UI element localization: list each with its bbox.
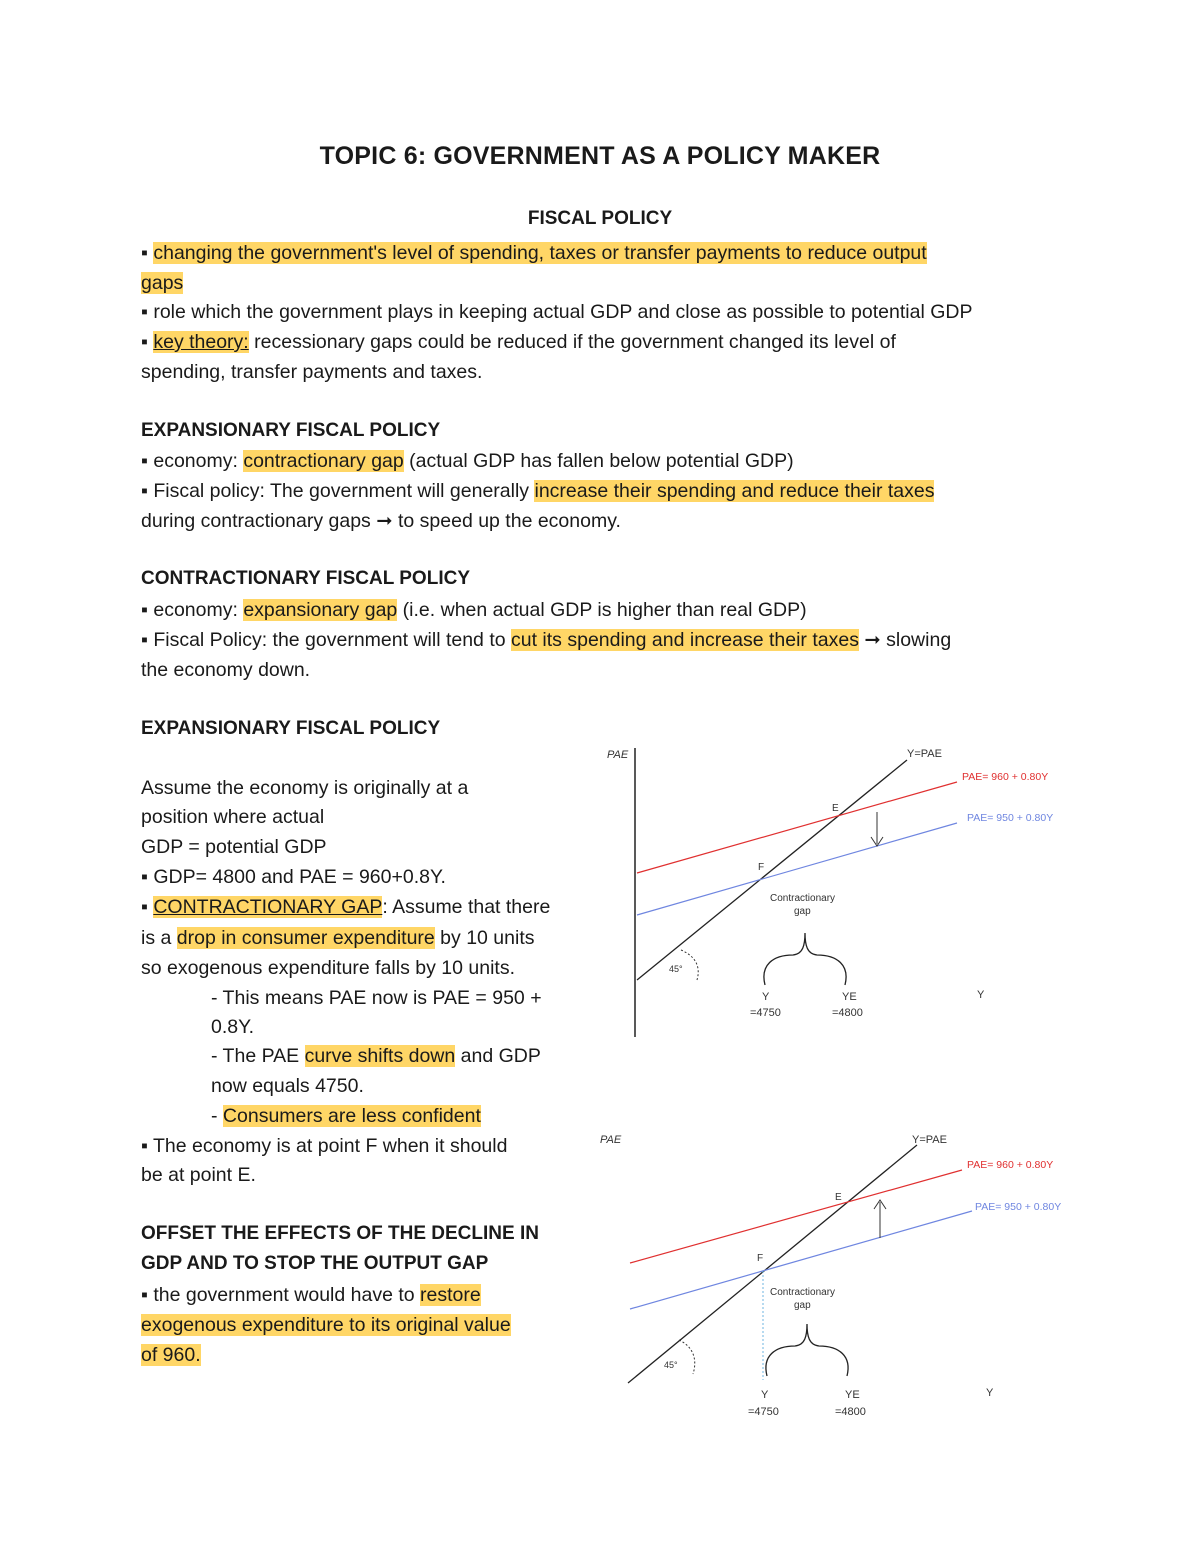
highlight-text: cut its spending and increase their taxes	[511, 629, 859, 651]
bullet-text: economy:	[153, 599, 244, 621]
fiscal-bullet-1	[141, 240, 927, 266]
ye-value: =4800	[832, 1007, 863, 1019]
fiscal-bullet-2	[141, 299, 972, 325]
line-45-degree	[637, 760, 907, 980]
diagram-1	[595, 740, 1075, 1040]
bullet-icon: ▪	[141, 629, 148, 651]
bullet-icon: ▪	[141, 242, 148, 264]
expansionary-bullet-2	[141, 478, 934, 504]
bullet-text: (i.e. when actual GDP is higher than real GDP)	[397, 599, 807, 621]
angle-label: 45°	[669, 964, 683, 974]
gap-label-1: Contractionary	[770, 893, 836, 904]
bullet-icon: ▪	[141, 331, 148, 353]
y-value: =4750	[750, 1007, 781, 1019]
point-e-label: E	[835, 1192, 842, 1203]
bullet-icon: ▪	[141, 1135, 148, 1157]
x-axis-label: Y	[986, 1387, 994, 1399]
bullet-text: -	[211, 1105, 223, 1127]
bullet-icon: ▪	[141, 1284, 148, 1306]
fiscal-bullet-3-cont: spending, transfer payments and taxes.	[141, 361, 483, 383]
bullet-icon: ▪	[141, 450, 148, 472]
paragraph-line: so exogenous expenditure falls by 10 units.	[141, 957, 515, 979]
pae-axis-label: PAE	[607, 749, 629, 761]
bullet-text: The economy is at point F when it should	[153, 1135, 508, 1157]
key-theory-label: key theory:	[153, 331, 249, 353]
highlight-text: expansionary gap	[243, 599, 398, 621]
highlight-text: Consumers are less confident	[222, 1105, 481, 1127]
bullet-text: economy:	[153, 450, 244, 472]
pae-red-label: PAE= 960 + 0.80Y	[962, 771, 1049, 783]
offset-heading-2: GDP AND TO STOP THE OUTPUT GAP	[141, 1253, 489, 1274]
bullet-text: by 10 units	[434, 927, 535, 949]
y-label: Y	[762, 991, 770, 1003]
offset-bullet-cont	[141, 1312, 511, 1338]
highlight-text: drop in consumer expenditure	[176, 927, 435, 949]
contractionary-bullet-2-cont: the economy down.	[141, 659, 311, 681]
paragraph-line: be at point E.	[141, 1164, 256, 1186]
contractionary-bullet-2	[141, 627, 951, 653]
gap-brace	[764, 933, 846, 985]
sub-item: now equals 4750.	[211, 1075, 364, 1097]
contractionary-bullet-1	[141, 597, 807, 623]
bullet-text: recessionary gaps could be reduced if the government changed its level of	[248, 331, 896, 353]
bullet-icon: ▪	[141, 480, 148, 502]
bullet-text: the government would have to	[153, 1284, 421, 1306]
point-f-label: F	[757, 1253, 764, 1264]
bullet-text: and GDP	[455, 1045, 541, 1067]
offset-bullet	[141, 1282, 481, 1308]
expansionary-heading: EXPANSIONARY FISCAL POLICY	[141, 420, 441, 441]
expansionary-bullet-2-cont: during contractionary gaps ➞ to speed up the economy.	[141, 510, 621, 532]
bullet-text: role which the government plays in keeping actual GDP and close as possible to potential GDP	[153, 301, 973, 323]
x-axis-label: Y	[977, 989, 985, 1001]
highlight-text: curve shifts down	[304, 1045, 456, 1067]
highlight-text: of 960.	[141, 1344, 201, 1366]
pae-blue-label: PAE= 950 + 0.80Y	[967, 812, 1054, 824]
paragraph-line: position where actual	[141, 806, 325, 828]
angle-arc	[681, 950, 698, 980]
ye-label: YE	[842, 991, 857, 1003]
bullet-text: (actual GDP has fallen below potential GDP)	[403, 450, 794, 472]
pae-axis-label: PAE	[600, 1134, 622, 1146]
gap-label-2: gap	[794, 1300, 811, 1311]
offset-heading-1: OFFSET THE EFFECTS OF THE DECLINE IN	[141, 1223, 539, 1244]
highlight-text: contractionary gap	[243, 450, 404, 472]
line-45-degree	[628, 1145, 917, 1383]
offset-bullet-cont	[141, 1342, 201, 1368]
pae-red-line	[637, 782, 957, 873]
bullet-icon: ▪	[141, 599, 148, 621]
bullet-icon: ▪	[141, 896, 148, 918]
fiscal-policy-heading: FISCAL POLICY	[527, 208, 673, 229]
expansionary-heading-2: EXPANSIONARY FISCAL POLICY	[141, 718, 441, 739]
pae-red-line	[630, 1170, 962, 1263]
bullet-text: ➞ slowing	[858, 629, 952, 651]
paragraph-bullet	[141, 864, 446, 890]
highlight-text: restore	[420, 1284, 481, 1306]
line-45-label: Y=PAE	[907, 748, 942, 760]
bullet-text: Fiscal policy: The government will generally	[153, 480, 535, 502]
point-f-label: F	[758, 862, 765, 873]
diagram-2	[595, 1128, 1075, 1428]
fiscal-bullet-3	[141, 329, 896, 355]
y-label: Y	[761, 1389, 769, 1401]
point-e-label: E	[832, 803, 839, 814]
highlight-text: changing the government's level of spending, taxes or transfer payments to reduce output	[153, 242, 927, 264]
bullet-text: : Assume that there	[382, 896, 551, 918]
highlight-text: increase their spending and reduce their taxes	[534, 480, 935, 502]
paragraph-line: GDP = potential GDP	[141, 836, 327, 858]
bullet-text: is a	[141, 927, 177, 949]
line-45-label: Y=PAE	[912, 1134, 947, 1146]
paragraph-line	[141, 925, 535, 951]
sub-item: - This means PAE now is PAE = 950 +	[211, 987, 542, 1009]
bullet-text: - The PAE	[211, 1045, 305, 1067]
bullet-icon: ▪	[141, 301, 148, 323]
gap-brace	[766, 1324, 848, 1376]
bullet-icon: ▪	[141, 866, 148, 888]
paragraph-bullet	[141, 1133, 507, 1159]
highlight-text: gaps	[141, 272, 184, 294]
bullet-text: GDP= 4800 and PAE = 960+0.8Y.	[153, 866, 446, 888]
sub-item	[211, 1103, 481, 1129]
angle-arc	[679, 1340, 695, 1374]
ye-label: YE	[845, 1389, 860, 1401]
bullet-text: Fiscal Policy: the government will tend to	[153, 629, 511, 651]
page-title: TOPIC 6: GOVERNMENT AS A POLICY MAKER	[319, 142, 881, 170]
highlight-text: exogenous expenditure to its original value	[141, 1314, 511, 1336]
paragraph-bullet	[141, 894, 550, 920]
ye-value: =4800	[835, 1406, 866, 1418]
gap-label-2: gap	[794, 906, 811, 917]
contractionary-heading: CONTRACTIONARY FISCAL POLICY	[141, 568, 470, 589]
expansionary-bullet-1	[141, 448, 794, 474]
angle-label: 45°	[664, 1360, 678, 1370]
fiscal-bullet-1-cont	[141, 270, 183, 296]
sub-item: 0.8Y.	[211, 1016, 255, 1038]
sub-item	[211, 1043, 541, 1069]
paragraph-line: Assume the economy is originally at a	[141, 777, 469, 799]
pae-blue-label: PAE= 950 + 0.80Y	[975, 1201, 1062, 1213]
pae-red-label: PAE= 960 + 0.80Y	[967, 1159, 1054, 1171]
contractionary-gap-label: CONTRACTIONARY GAP	[153, 896, 383, 918]
y-value: =4750	[748, 1406, 779, 1418]
gap-label-1: Contractionary	[770, 1287, 836, 1298]
